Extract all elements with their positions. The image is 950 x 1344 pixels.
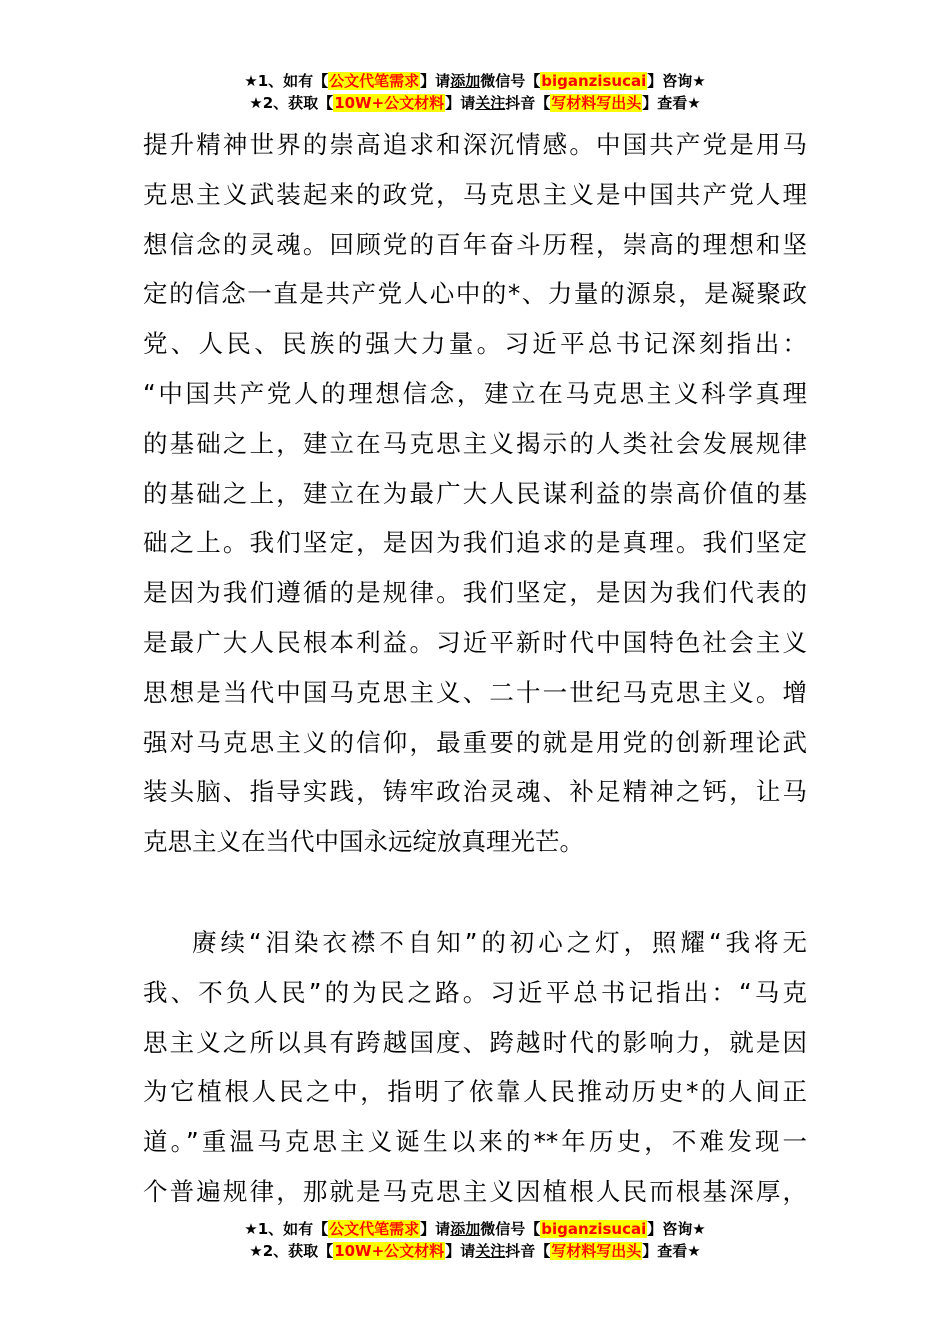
text-line: 我、不负人民”的为民之路。习近平总书记指出：“马克	[143, 977, 807, 1007]
banner-text: 抖音【	[505, 94, 551, 112]
banner-text: ★1、如有【	[244, 72, 329, 90]
text-line: 思主义之所以具有跨越国度、跨越时代的影响力，就是因	[143, 1027, 807, 1057]
banner-text: ★1、如有【	[244, 1220, 329, 1238]
banner-text: 】咨询★	[647, 1220, 706, 1238]
banner-line-2	[0, 92, 950, 114]
paragraph-2	[143, 918, 807, 1217]
banner-line-1	[0, 70, 950, 92]
banner-text: 】查看★	[642, 94, 701, 112]
text-line: 础之上。我们坚定，是因为我们追求的是真理。我们坚定	[143, 528, 807, 558]
banner-text: 】咨询★	[647, 72, 706, 90]
text-line: 强对马克思主义的信仰，最重要的就是用党的创新理论武	[143, 727, 807, 757]
highlight-service: 公文代笔需求	[329, 1220, 420, 1238]
banner-underlined: 关注	[475, 1242, 506, 1260]
highlight-materials: 10W+公文材料	[334, 94, 445, 112]
text-line: 想信念的灵魂。回顾党的百年奋斗历程，崇高的理想和坚	[143, 229, 807, 259]
text-line: 的基础之上，建立在马克思主义揭示的人类社会发展规律	[143, 428, 807, 458]
footer-banner	[0, 1218, 950, 1262]
text-line: 道。”重温马克思主义诞生以来的**年历史，不难发现一	[143, 1127, 807, 1157]
highlight-wechat-id: biganzisucai	[541, 72, 647, 90]
highlight-materials: 10W+公文材料	[334, 1242, 445, 1260]
banner-line-2	[0, 1240, 950, 1262]
paragraph-1	[143, 120, 807, 867]
text-line: 的基础之上，建立在为最广大人民谋利益的崇高价值的基	[143, 478, 807, 508]
banner-text: 】查看★	[642, 1242, 701, 1260]
text-line: 定的信念一直是共产党人心中的*、力量的源泉，是凝聚政	[143, 279, 807, 309]
banner-text: 微信号【	[480, 1220, 541, 1238]
banner-underlined: 添加	[450, 1220, 481, 1238]
banner-line-1	[0, 1218, 950, 1240]
text-line: “中国共产党人的理想信念，建立在马克思主义科学真理	[143, 378, 807, 408]
banner-underlined: 关注	[475, 94, 506, 112]
banner-text: ★2、获取【	[249, 94, 334, 112]
text-line: 党、人民、民族的强大力量。习近平总书记深刻指出：	[143, 329, 807, 359]
text-line: 提升精神世界的崇高追求和深沉情感。中国共产党是用马	[143, 130, 807, 159]
banner-text: 抖音【	[505, 1242, 551, 1260]
text-line: 思想是当代中国马克思主义、二十一世纪马克思主义。增	[143, 677, 807, 707]
banner-text: 】请	[445, 94, 476, 112]
highlight-douyin: 写材料写出头	[551, 94, 642, 112]
banner-text: 微信号【	[480, 72, 541, 90]
text-line: 是最广大人民根本利益。习近平新时代中国特色社会主义	[143, 627, 807, 657]
highlight-douyin: 写材料写出头	[551, 1242, 642, 1260]
text-line: 克思主义在当代中国永远绽放真理光芒。	[143, 827, 584, 857]
text-line: 装头脑、指导实践，铸牢政治灵魂、补足精神之钙，让马	[143, 777, 807, 807]
banner-text: 】请	[420, 72, 451, 90]
banner-text: ★2、获取【	[249, 1242, 334, 1260]
banner-text: 】请	[420, 1220, 451, 1238]
banner-text: 】请	[445, 1242, 476, 1260]
highlight-wechat-id: biganzisucai	[541, 1220, 647, 1238]
text-line: 个普遍规律，那就是马克思主义因植根人民而根基深厚，	[143, 1176, 807, 1206]
highlight-service: 公文代笔需求	[329, 72, 420, 90]
banner-underlined: 添加	[450, 72, 481, 90]
text-line: 克思主义武装起来的政党，马克思主义是中国共产党人理	[143, 179, 807, 209]
text-line: 是因为我们遵循的是规律。我们坚定，是因为我们代表的	[143, 578, 807, 608]
text-line: 为它植根人民之中，指明了依靠人民推动历史*的人间正	[143, 1077, 807, 1107]
header-banner	[0, 70, 950, 114]
text-line: 赓续“泪染衣襟不自知”的初心之灯，照耀“我将无	[192, 928, 807, 957]
